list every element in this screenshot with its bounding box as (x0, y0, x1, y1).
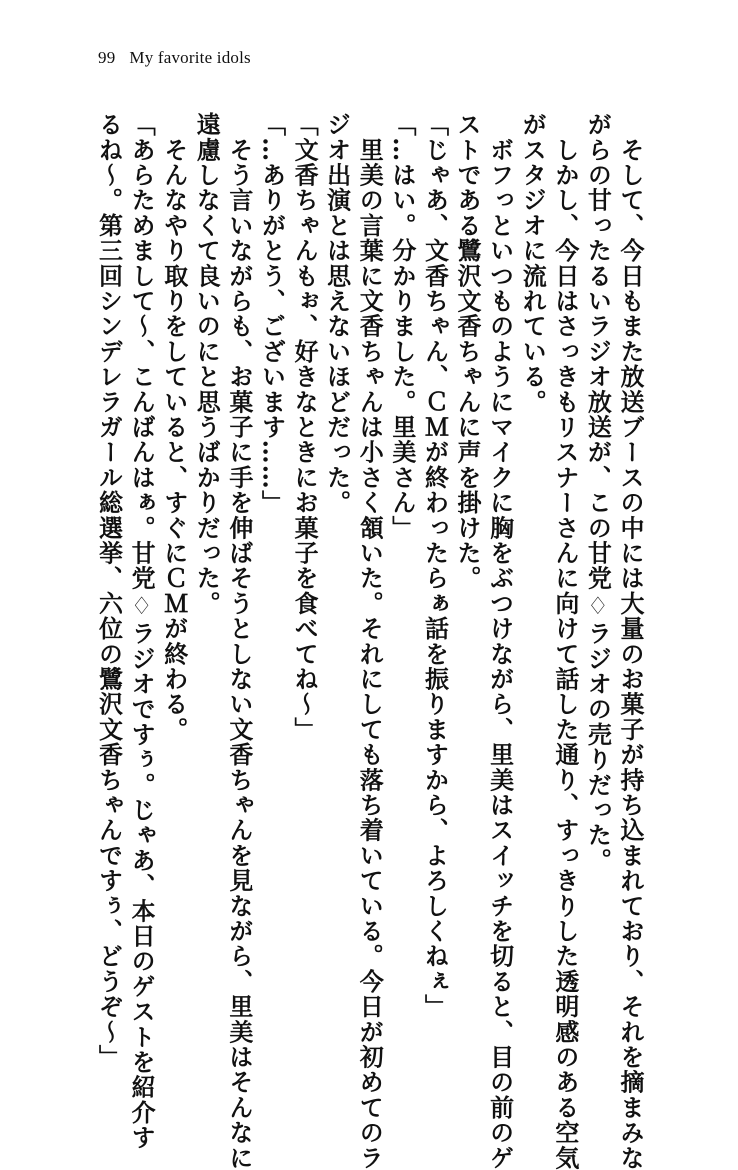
text-line: そう言いながらも、お菓子に手を伸ばそうとしない文香ちゃんを見ながら、里美はそんなに (224, 112, 254, 1170)
page-number: 99 (98, 48, 116, 67)
text-line: しかし、今日はさっきもリスナーさんに向けて話した通り、すっきりした透明感のある空気 (550, 112, 580, 1170)
text-line: ボフっといつものようにマイクに胸をぶつけながら、里美はスイッチを切ると、目の前のゲ (485, 112, 515, 1170)
text-line: そんなやり取りをしていると、すぐにＣＭが終わる。 (159, 112, 189, 742)
vertical-body-text (92, 112, 646, 1170)
text-line: 「…ありがとう、ございます……」 (257, 112, 287, 516)
text-line: 「文香ちゃんもぉ、好きなときにお菓子を食べてね～」 (290, 112, 320, 742)
text-line: ジオ出演とは思えないほどだった。 (322, 112, 352, 516)
text-line: がらの甘ったるいラジオ放送が、この甘党♢ラジオの売りだった。 (583, 112, 613, 873)
book-title: My favorite idols (129, 48, 251, 67)
text-line: 「じゃあ、文香ちゃん、ＣＭが終わったらぁ話を振りますから、よろしくねぇ」 (420, 112, 450, 1020)
text-line: 里美の言葉に文香ちゃんは小さく頷いた。それにしても落ち着いている。今日が初めてのラ (355, 112, 385, 1170)
text-line: 「…はい。分かりました。里美さん」 (387, 112, 417, 541)
running-head (98, 48, 251, 68)
text-line: 遠慮しなくて良いのにと思うばかりだった。 (192, 112, 222, 616)
text-line: がスタジオに流れている。 (518, 112, 548, 415)
text-line: ストである鷺沢文香ちゃんに声を掛けた。 (453, 112, 483, 591)
text-line: るね～。第三回シンデレラガール総選挙、六位の鷺沢文香ちゃんですぅ、どうぞ～」 (94, 112, 124, 1070)
text-line: 「あらためまして～、こんばんはぁ。甘党♢ラジオですぅ。じゃあ、本日のゲストを紹介す (127, 112, 157, 1151)
text-line: そして、今日もまた放送ブースの中には大量のお菓子が持ち込まれており、それを摘まみな (616, 112, 645, 1170)
